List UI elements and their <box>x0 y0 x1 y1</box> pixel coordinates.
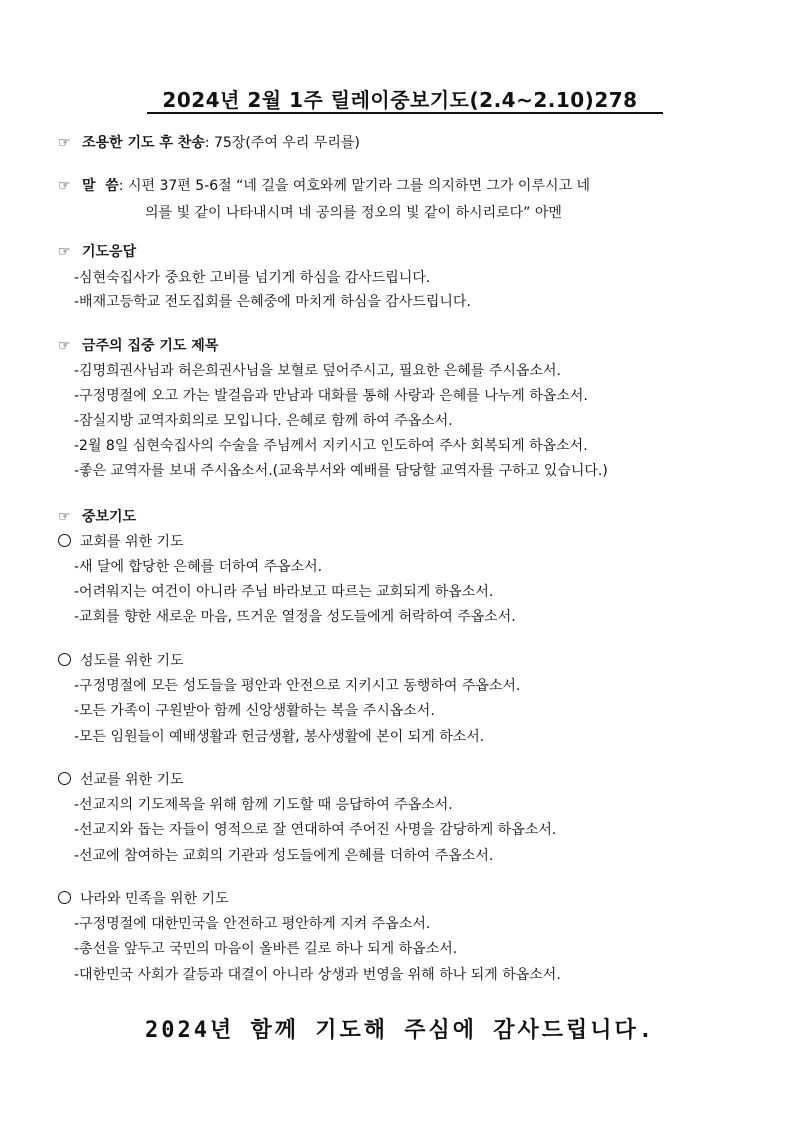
scripture-text-2: 의를 빛 같이 나타내시며 네 공의를 정오의 빛 같이 하시리로다” 아멘 <box>145 205 562 221</box>
group-title: 선교를 위한 기도 <box>80 772 184 788</box>
focus-item: -2월 8일 심현숙집사의 수술을 주님께서 지키시고 인도하여 주사 회복되게 하옵소서. <box>74 438 588 454</box>
circle-bullet-icon <box>58 772 71 785</box>
circle-bullet-icon <box>58 653 71 666</box>
scripture-label: 말 씀 <box>82 178 119 194</box>
intercession-heading-line <box>58 508 136 526</box>
answered-heading-line <box>58 243 136 261</box>
group-saints-title-line <box>58 652 184 670</box>
focus-item: -좋은 교역자를 보내 주시옵소서.(교육부서와 예배를 담당할 교역자를 구하고 있습니다.) <box>74 463 608 479</box>
closing-message: 2024년 함께 기도해 주심에 감사드립니다. <box>145 1018 655 1043</box>
group-item: -선교에 참여하는 교회의 기관과 성도들에게 은혜를 더하여 주옵소서. <box>74 848 494 864</box>
scripture-text-1: : 시편 37편 5-6절 “네 길을 여호와께 맡기라 그를 의지하면 그가 이루시고 네 <box>118 178 590 194</box>
group-item: -대한민국 사회가 갈등과 대결이 아니라 상생과 번영을 위해 하나 되게 하옵소서. <box>74 967 561 983</box>
focus-item: -김명희권사님과 허은희권사님을 보혈로 덮어주시고, 필요한 은혜를 주시옵소서. <box>74 363 561 379</box>
group-nation-title-line <box>58 890 229 908</box>
opening-hymn-label: 조용한 기도 후 찬송 <box>82 135 205 151</box>
circle-bullet-icon <box>58 891 71 904</box>
focus-item: -잠실지방 교역자회의로 모입니다. 은혜로 함께 하여 주옵소서. <box>74 413 453 429</box>
pointing-hand-icon: ☞ <box>58 244 71 260</box>
group-item: -선교지와 돕는 자들이 영적으로 잘 연대하여 주어진 사명을 감당하게 하옵소서. <box>74 822 557 838</box>
title-underline <box>147 112 663 114</box>
answered-item: -심현숙집사가 중요한 고비를 넘기게 하심을 감사드립니다. <box>74 270 431 286</box>
group-item: -총선을 앞두고 국민의 마음이 올바른 길로 하나 되게 하옵소서. <box>74 941 458 957</box>
pointing-hand-icon: ☞ <box>58 509 71 525</box>
group-item: -모든 임원들이 예배생활과 헌금생활, 봉사생활에 본이 되게 하소서. <box>74 729 485 745</box>
pointing-hand-icon: ☞ <box>58 178 71 194</box>
page-title: 2024년 2월 1주 릴레이중보기도(2.4~2.10)278 <box>162 88 638 112</box>
answered-heading: 기도응답 <box>82 244 137 260</box>
group-mission-title-line <box>58 771 184 789</box>
group-item: -새 달에 합당한 은혜를 더하여 주옵소서. <box>74 559 323 575</box>
group-title: 나라와 민족을 위한 기도 <box>80 891 229 907</box>
scripture-line-1 <box>58 177 590 195</box>
opening-hymn-line <box>58 134 360 152</box>
group-title: 교회를 위한 기도 <box>80 534 184 550</box>
group-item: -모든 가족이 구원받아 함께 신앙생활하는 복을 주시옵소서. <box>74 703 435 719</box>
pointing-hand-icon: ☞ <box>58 338 71 354</box>
group-item: -교회를 향한 새로운 마음, 뜨거운 열정을 성도들에게 허락하여 주옵소서. <box>74 609 516 625</box>
answered-item: -배재고등학교 전도집회를 은혜중에 마치게 하심을 감사드립니다. <box>74 294 471 310</box>
opening-hymn-text: : 75장(주여 우리 무리를) <box>204 135 360 151</box>
group-item: -어려워지는 여건이 아니라 주님 바라보고 따르는 교회되게 하옵소서. <box>74 584 494 600</box>
focus-heading-line <box>58 337 218 355</box>
focus-item: -구정명절에 오고 가는 발걸음과 만남과 대화를 통해 사랑과 은혜를 나누게 하옵소서. <box>74 388 588 404</box>
pointing-hand-icon: ☞ <box>58 135 71 151</box>
group-item: -선교지의 기도제목을 위해 함께 기도할 때 응답하여 주옵소서. <box>74 797 453 813</box>
focus-heading: 금주의 집중 기도 제목 <box>82 338 219 354</box>
intercession-heading: 중보기도 <box>82 509 137 525</box>
group-title: 성도를 위한 기도 <box>80 653 184 669</box>
group-item: -구정명절에 대한민국을 안전하고 평안하게 지켜 주옵소서. <box>74 916 431 932</box>
group-church-title-line <box>58 533 184 551</box>
circle-bullet-icon <box>58 534 71 547</box>
group-item: -구정명절에 모든 성도들을 평안과 안전으로 지키시고 동행하여 주옵소서. <box>74 678 521 694</box>
